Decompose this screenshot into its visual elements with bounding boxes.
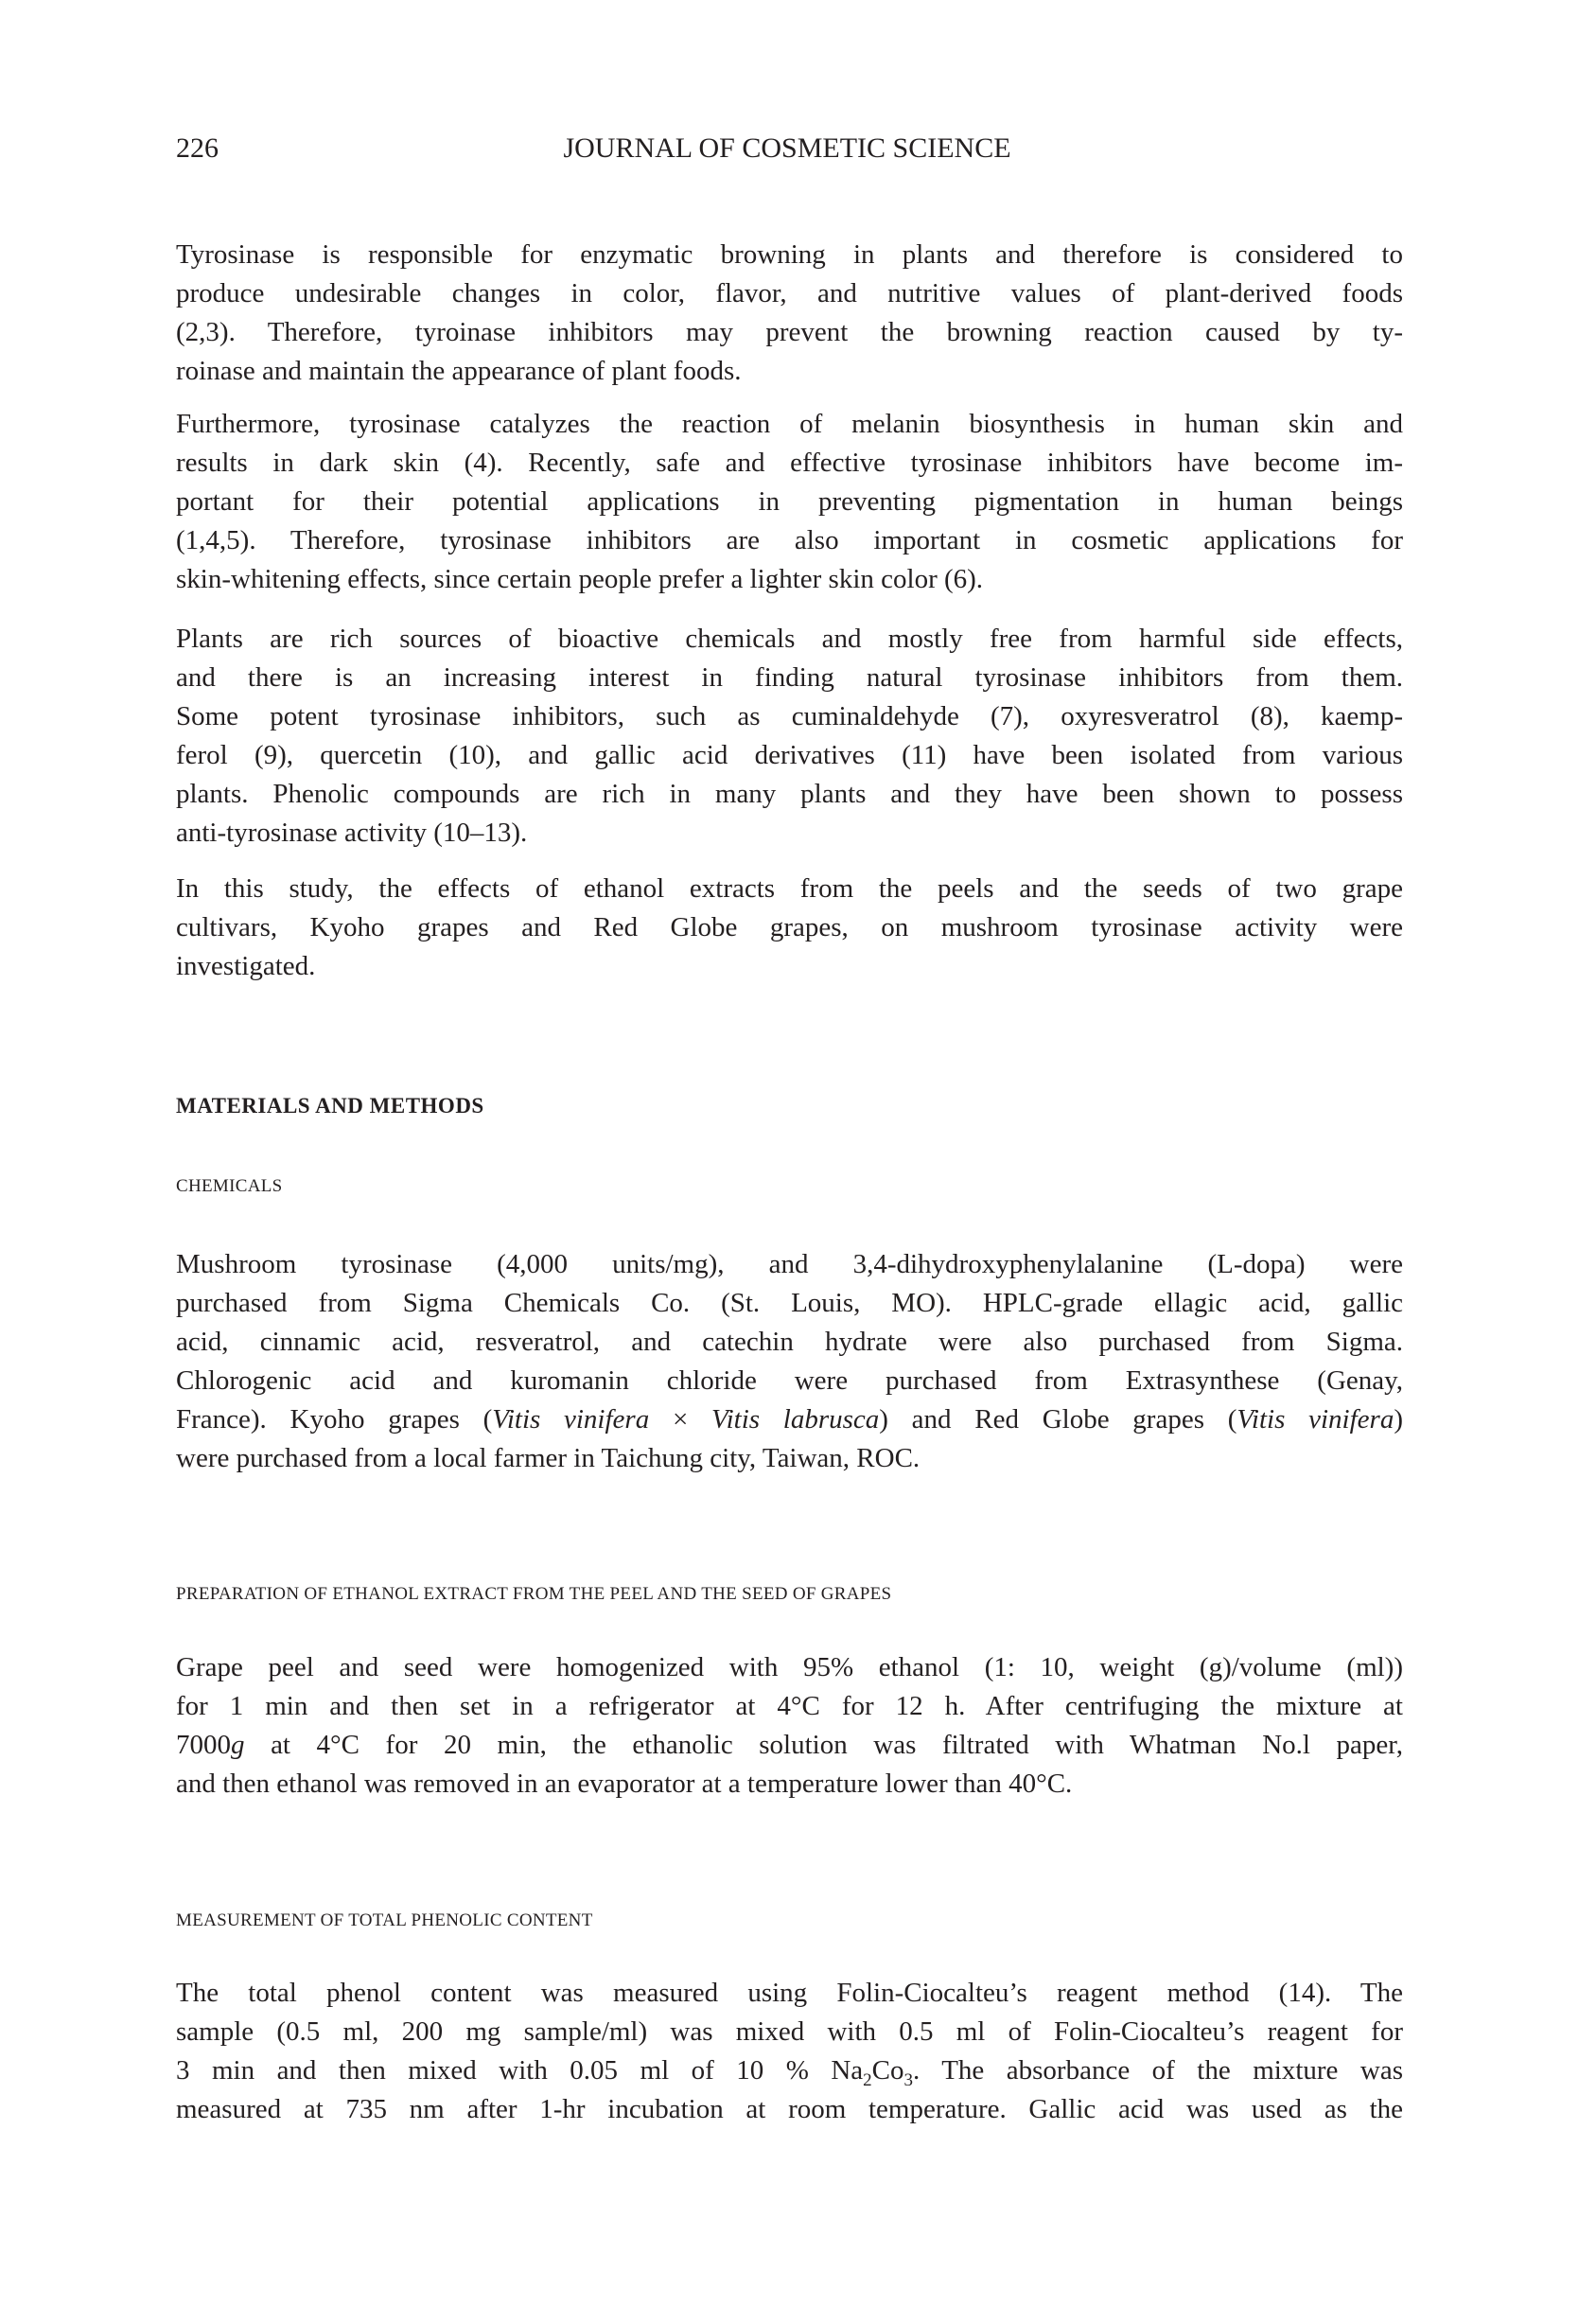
- paragraph: [176, 620, 1403, 853]
- text-line: Furthermore, tyrosinase catalyzes the reaction of melanin biosynthesis in human skin and: [176, 409, 1403, 439]
- unit-g: g: [231, 1730, 245, 1760]
- text-line: were purchased from a local farmer in Taichung city, Taiwan, ROC.: [176, 1443, 921, 1473]
- text-line: measured at 735 nm after 1-hr incubation at room temperature. Gallic acid was used as the: [176, 2094, 1403, 2124]
- text-line: [176, 2051, 1403, 2090]
- text-line: Plants are rich sources of bioactive chemicals and mostly free from harmful side effects,: [176, 624, 1403, 654]
- text-line: results in dark skin (4). Recently, safe and effective tyrosinase inhibitors have become im-: [176, 448, 1403, 478]
- paragraph: [176, 236, 1403, 391]
- chemicals-paragraph: [176, 1245, 1403, 1478]
- preparation-paragraph: [176, 1648, 1403, 1804]
- text-line: Some potent tyrosinase inhibitors, such as cuminaldehyde (7), oxyresveratrol (8), kaemp-: [176, 701, 1403, 731]
- text: ) and Red Globe grapes (: [879, 1404, 1237, 1435]
- text-line: produce undesirable changes in color, flavor, and nutritive values of plant-derived foods: [176, 278, 1403, 308]
- text: ): [1394, 1404, 1403, 1435]
- subscript: 3: [903, 2069, 914, 2090]
- text-line: Tyrosinase is responsible for enzymatic browning in plants and therefore is considered to: [176, 239, 1403, 270]
- text-line: plants. Phenolic compounds are rich in many plants and they have been shown to possess: [176, 779, 1403, 809]
- subheading-phenolic: MEASUREMENT OF TOTAL PHENOLIC CONTENT: [176, 1910, 593, 1930]
- text-line: anti-tyrosinase activity (10–13).: [176, 818, 528, 848]
- text-line: sample (0.5 ml, 200 mg sample/ml) was mixed with 0.5 ml of Folin-Ciocalteu’s reagent for: [176, 2016, 1403, 2047]
- page-number: 226: [176, 132, 219, 164]
- text-line: ferol (9), quercetin (10), and gallic acid derivatives (11) have been isolated from various: [176, 740, 1403, 770]
- text: ×: [672, 1404, 689, 1435]
- text: 7000: [176, 1730, 231, 1760]
- text-line: acid, cinnamic acid, resveratrol, and catechin hydrate were also purchased from Sigma.: [176, 1327, 1403, 1357]
- text-line: Mushroom tyrosinase (4,000 units/mg), and 3,4-dihydroxyphenylalanine (L-dopa) were: [176, 1249, 1403, 1279]
- text-line: (2,3). Therefore, tyroinase inhibitors may prevent the browning reaction caused by ty-: [176, 317, 1403, 347]
- section-heading: MATERIALS AND METHODS: [176, 1094, 484, 1118]
- text-line: In this study, the effects of ethanol extracts from the peels and the seeds of two grape: [176, 873, 1403, 904]
- text: at 4°C for 20 min, the ethanolic solution was filtrated with Whatman No.l paper,: [244, 1730, 1403, 1760]
- species-name: Vitis vinifera: [1236, 1404, 1394, 1435]
- text-line: The total phenol content was measured using Folin-Ciocalteu’s reagent method (14). The: [176, 1978, 1403, 2008]
- phenolic-paragraph: [176, 1974, 1403, 2129]
- paragraph: [176, 870, 1403, 986]
- text-line: purchased from Sigma Chemicals Co. (St. Louis, MO). HPLC-grade ellagic acid, gallic: [176, 1288, 1403, 1318]
- subheading-chemicals: CHEMICALS: [176, 1176, 283, 1196]
- paragraph: [176, 405, 1403, 599]
- text-line: roinase and maintain the appearance of plant foods.: [176, 356, 742, 386]
- text-line: investigated.: [176, 951, 316, 981]
- text-line: skin-whitening effects, since certain people prefer a lighter skin color (6).: [176, 564, 984, 594]
- text-line: [176, 1400, 1403, 1439]
- text: 3 min and then mixed with 0.05 ml of 10 % Na: [176, 2055, 864, 2086]
- text-line: and then ethanol was removed in an evaporator at a temperature lower than 40°C.: [176, 1769, 1073, 1799]
- text-line: Chlorogenic acid and kuromanin chloride were purchased from Extrasynthese (Genay,: [176, 1365, 1403, 1396]
- text-line: Grape peel and seed were homogenized with 95% ethanol (1: 10, weight (g)/volume (ml)): [176, 1652, 1403, 1682]
- text-line: portant for their potential applications in preventing pigmentation in human beings: [176, 486, 1403, 517]
- text-line: and there is an increasing interest in finding natural tyrosinase inhibitors from them.: [176, 662, 1403, 693]
- subscript: 2: [863, 2069, 872, 2090]
- text: Co: [871, 2055, 904, 2086]
- species-name: Vitis vinifera: [492, 1404, 650, 1435]
- text: . The absorbance of the mixture was: [913, 2055, 1403, 2086]
- species-name: Vitis labrusca: [711, 1404, 880, 1435]
- running-head: JOURNAL OF COSMETIC SCIENCE: [563, 132, 1011, 164]
- text: France). Kyoho grapes (: [176, 1404, 493, 1435]
- text-line: for 1 min and then set in a refrigerator at 4°C for 12 h. After centrifuging the mixture at: [176, 1691, 1403, 1721]
- text-line: (1,4,5). Therefore, tyrosinase inhibitors are also important in cosmetic applications for: [176, 525, 1403, 555]
- subheading-preparation: PREPARATION OF ETHANOL EXTRACT FROM THE PEEL AND THE SEED OF GRAPES: [176, 1584, 892, 1604]
- text-line: cultivars, Kyoho grapes and Red Globe grapes, on mushroom tyrosinase activity were: [176, 912, 1403, 942]
- text-line: [176, 1726, 1403, 1765]
